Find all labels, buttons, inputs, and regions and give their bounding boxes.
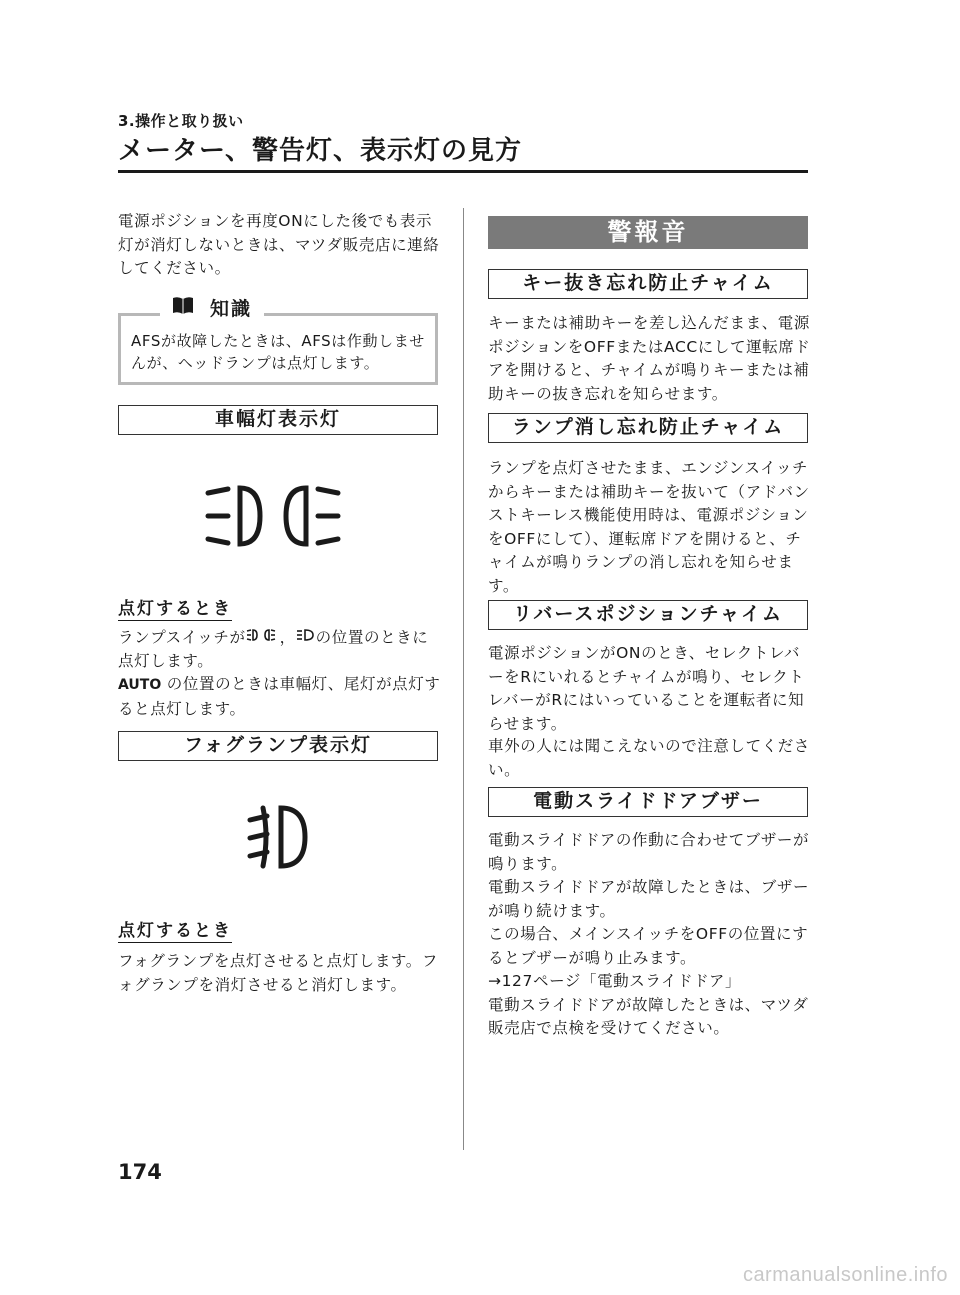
clearance-line2: 点灯します。 <box>118 651 214 670</box>
page-number: 174 <box>118 1160 162 1184</box>
warning-sound-title: 警報音 <box>488 216 808 249</box>
header-rule <box>118 170 808 173</box>
clearance-line3-post: の位置のときは車幅灯、尾灯が点灯す <box>166 675 441 694</box>
fog-section-title: フォグランプ表示灯 <box>118 731 438 761</box>
knowledge-heading <box>160 294 264 321</box>
book-icon <box>172 295 194 320</box>
slide-buzzer-ref[interactable] <box>488 970 812 994</box>
section-label: 3.操作と取り扱い <box>118 112 244 130</box>
clearance-section-title: 車幅灯表示灯 <box>118 405 438 435</box>
key-chime-body: キーまたは補助キーを差し込んだまま、電源ポジションをOFFまたはACCにして運転席ドアを開けると、チャイムが鳴りキーまたは補助キーの抜き忘れを知らせます。 <box>488 314 811 403</box>
clearance-lamp-icon <box>203 478 353 557</box>
clearance-switch-icon <box>246 626 280 650</box>
slide-buzzer-body <box>488 829 812 1041</box>
reverse-chime-body2: 車外の人には聞こえないので注意してください。 <box>488 737 811 779</box>
lamp-chime-body: ランプを点灯させたまま、エンジンスイッチからキーまたは補助キーを抜いて（アドバンストキーレス機能使用時は、電源ポジションをOFFにして）、運転席ドアを開けると、チャイムが鳴りランプの消し忘れを知らせます。 <box>488 459 810 595</box>
clearance-line1-post: の位置のときに <box>315 628 429 647</box>
chapter-title: メーター、警告灯、表示灯の見方 <box>118 136 522 166</box>
clearance-subhead: 点灯するとき <box>118 594 232 621</box>
clearance-line4: ると点灯します。 <box>118 699 246 718</box>
clearance-line1-sep: ， <box>279 628 296 647</box>
slide-buzzer-p4: 電動スライドドアが故障したときは、マツダ販売店で点検を受けてください。 <box>488 995 809 1037</box>
clearance-line1-pre: ランプスイッチが <box>118 628 246 647</box>
slide-buzzer-ref-text: 127ページ「電動スライドドア」 <box>501 972 742 990</box>
fog-subhead: 点灯するとき <box>118 916 232 943</box>
watermark: carmanualsonline.info <box>742 1264 948 1286</box>
lamp-chime-title: ランプ消し忘れ防止チャイム <box>488 413 808 443</box>
key-chime-title: キー抜き忘れ防止チャイム <box>488 269 808 299</box>
intro-text: 電源ポジションを再度ONにした後でも表示灯が消灯しないときは、マツダ販売店に連絡してください。 <box>118 212 440 277</box>
clearance-body <box>118 626 443 721</box>
reverse-chime-body1: 電源ポジションがONのとき、セレクトレバーをRにいれるとチャイムが鳴り、セレクトレバーがRにはいっていることを運転者に知らせます。 <box>488 644 805 733</box>
slide-buzzer-p3: この場合、メインスイッチをOFFの位置にするとブザーが鳴り止みます。 <box>488 925 809 967</box>
reverse-chime-title: リバースポジションチャイム <box>488 600 808 630</box>
knowledge-title: 知識 <box>210 298 253 320</box>
fog-lamp-icon <box>247 802 309 876</box>
slide-buzzer-p1: 電動スライドドアの作動に合わせてブザーが鳴ります。 <box>488 831 810 873</box>
slide-buzzer-p2: 電動スライドドアが故障したときは、ブザーが鳴り続けます。 <box>488 878 810 920</box>
fog-body: フォグランプを点灯させると点灯します。フォグランプを消灯させると消灯します。 <box>118 952 438 994</box>
knowledge-body: AFSが故障したときは、AFSは作動しませんが、ヘッドランプは点灯します。 <box>131 332 425 372</box>
knowledge-box <box>118 313 438 385</box>
arrow-right-icon: → <box>488 972 502 990</box>
auto-label: AUTO <box>118 677 162 694</box>
headlamp-switch-icon <box>296 626 316 650</box>
slide-buzzer-title: 電動スライドドアブザー <box>488 787 808 817</box>
column-divider <box>463 208 464 1150</box>
